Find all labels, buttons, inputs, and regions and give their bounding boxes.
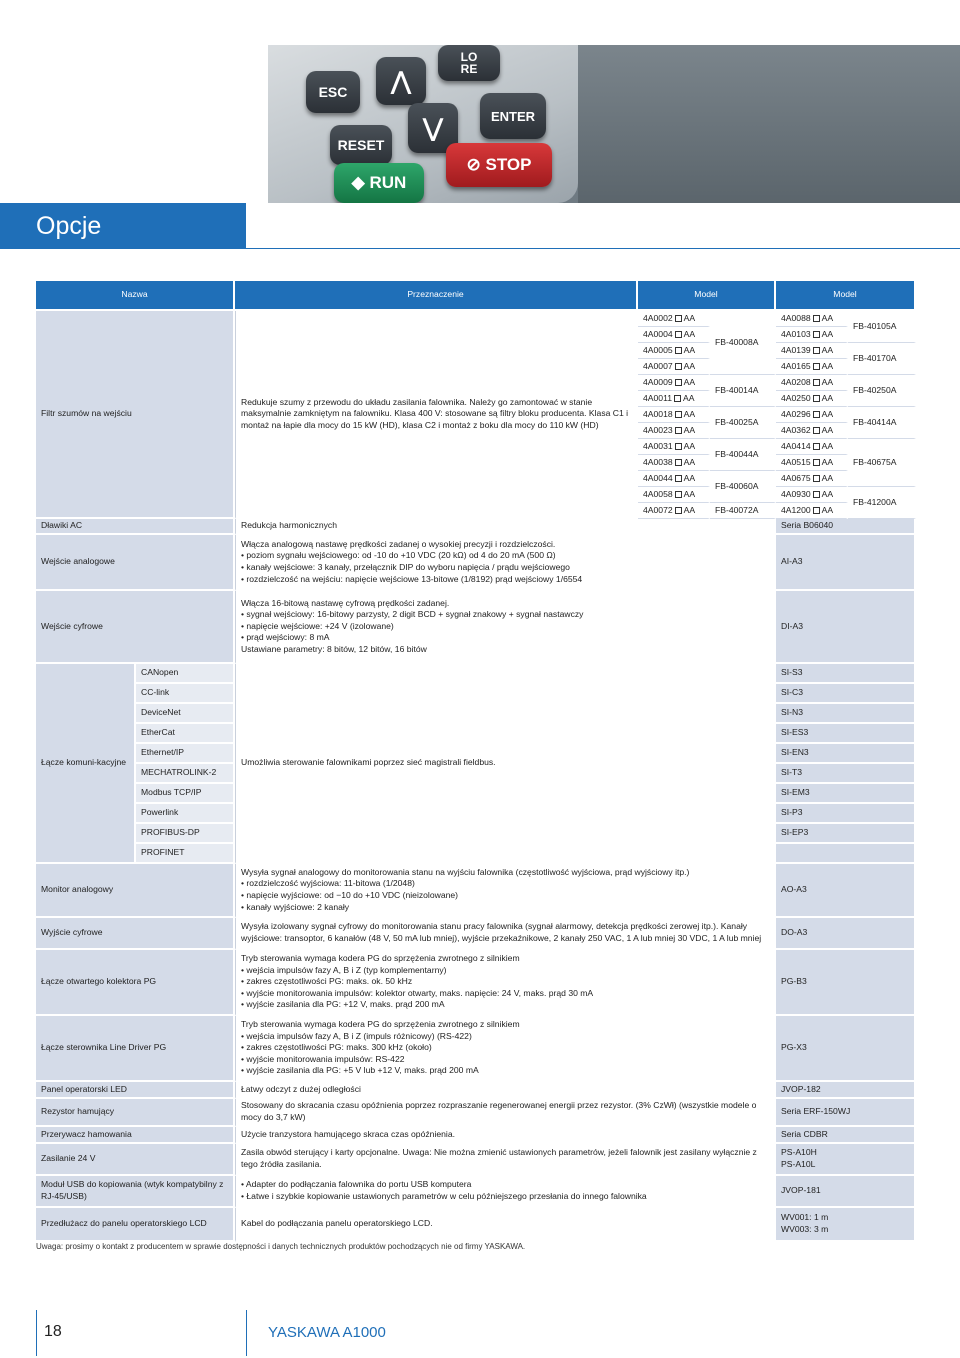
psu-model: PS-A10H PS-A10L: [776, 1144, 916, 1176]
comm-model: [776, 844, 916, 864]
filter-group: FB-40105A: [848, 311, 916, 343]
bullet: • wyjście monitorowania impulsów: RS-422: [241, 1054, 769, 1066]
bullet: • Łatwe i szybkie kopiowanie ustawionych parametrów w celu późniejszego przesłania do innego falownika: [241, 1191, 769, 1203]
bullet: • zakres częstotliwości PG: maks. 300 kHz (około): [241, 1042, 769, 1054]
filter-name: Filtr szumów na wejściu: [36, 311, 235, 519]
comm-item: EtherCat: [136, 724, 235, 744]
filter-group: FB-40008A: [710, 311, 776, 375]
psu-desc: Zasila obwód sterujący i karty opcjonalne. Uwaga: Nie można zmienić ustawionych parametrów, jeżeli falownik jest zasilany wyłącznie z tego źródła zasilania.: [235, 1144, 776, 1176]
brake-desc: Użycie tranzystora hamującego skraca czas opóźnienia.: [235, 1127, 776, 1144]
analog-in-name: Wejście analogowe: [36, 535, 235, 591]
psu-name: Zasilanie 24 V: [36, 1144, 235, 1176]
filter-group: FB-40675A: [848, 439, 916, 487]
filter-model-row: 4A0139 AA: [776, 343, 848, 359]
analog-mon-name: Monitor analogowy: [36, 864, 235, 918]
footer-divider: [36, 1310, 37, 1356]
digital-out-name: Wyjście cyfrowe: [36, 918, 235, 950]
footer-divider: [246, 1310, 247, 1356]
digital-out-model: DO-A3: [776, 918, 916, 950]
filter-model-row: 4A0165 AA: [776, 359, 848, 375]
open-collector-desc: Tryb sterowania wymaga kodera PG do sprzężenia zwrotnego z silnikiem • wejścia impulsów fazy A, B i Z (typ komplementarny) • zakres częstotliwości PG: maks. ok. 50 kHz • wyjście monitorowania impulsów: kolektor otwarty, maks. napięcie: 24 V, maks. prąd 30 mA • wyjście zasilania dla PG: +12 V, maks. prąd 200 mA: [235, 950, 776, 1016]
filter-group: FB-40025A: [710, 407, 776, 439]
bullet: • napięcie wyjściowe: od −10 do +10 VDC (nieizolowane): [241, 890, 769, 902]
filter-group: FB-40170A: [848, 343, 916, 375]
comm-item: Modbus TCP/IP: [136, 784, 235, 804]
led-name: Panel operatorski LED: [36, 1082, 235, 1099]
bullet: • rozdzielczość wyjściowa: 11-bitowa (1/2048): [241, 878, 769, 890]
filter-model-row: 4A0103 AA: [776, 327, 848, 343]
usb-model: JVOP-181: [776, 1176, 916, 1208]
filter-group: FB-40250A: [848, 375, 916, 407]
filter-model-row: 4A0675 AA: [776, 471, 848, 487]
led-desc: Łatwy odczyt z dużej odległości: [235, 1082, 776, 1099]
comm-item: Ethernet/IP: [136, 744, 235, 764]
filter-model-row: 4A0005 AA: [638, 343, 710, 359]
down-arrow-key: ⋁: [408, 103, 458, 153]
comm-name: Łącze komuni-kacyjne: [36, 664, 136, 864]
filter-group: FB-40414A: [848, 407, 916, 439]
enter-key: ENTER: [480, 93, 546, 139]
filter-model-row: 4A0250 AA: [776, 391, 848, 407]
filter-model-row: 4A0414 AA: [776, 439, 848, 455]
footnote: Uwaga: prosimy o kontakt z producentem w sprawie dostępności i danych technicznych produktów pochodzących nie od firmy YASKAWA.: [36, 1242, 526, 1251]
ac-name: Dławiki AC: [36, 519, 235, 535]
comm-item: DeviceNet: [136, 704, 235, 724]
comm-model: SI-EN3: [776, 744, 916, 764]
comm-model: SI-S3: [776, 664, 916, 684]
usb-desc: [235, 1176, 776, 1208]
filter-model-row: 4A0930 AA: [776, 487, 848, 503]
bullet: • prąd wejściowy: 8 mA: [241, 632, 769, 644]
section-title-bar: [0, 203, 246, 249]
comm-item: Powerlink: [136, 804, 235, 824]
comm-model: SI-EM3: [776, 784, 916, 804]
esc-key: ESC: [306, 71, 360, 113]
comm-model: SI-C3: [776, 684, 916, 704]
brake-name: Przerywacz hamowania: [36, 1127, 235, 1144]
lcd-ext-name: Przedłużacz do panelu operatorskiego LCD: [36, 1208, 235, 1242]
bullet: • wejścia impulsów fazy A, B i Z (impuls różnicowy) (RS-422): [241, 1031, 769, 1043]
analog-in-model: AI-A3: [776, 535, 916, 591]
lo-re-key: LO RE: [438, 45, 500, 81]
bullet: • napięcie wejściowe: +24 V (izolowane): [241, 621, 769, 633]
comm-item: MECHATROLINK-2: [136, 764, 235, 784]
reset-key: RESET: [330, 125, 392, 165]
filter-group: FB-40060A: [710, 471, 776, 503]
run-key: ◆ RUN: [334, 163, 424, 203]
filter-model-row: 4A0011 AA: [638, 391, 710, 407]
bullet: • wejścia impulsów fazy A, B i Z (typ komplementarny): [241, 965, 769, 977]
resistor-name: Rezystor hamujący: [36, 1099, 235, 1127]
filter-model-row: 4A0002 AA: [638, 311, 710, 327]
filter-group: FB-40044A: [710, 439, 776, 471]
filter-model-row: 4A1200 AA: [776, 503, 848, 519]
bullet: • poziom sygnału wejściowego: od -10 do +10 VDC (20 kΩ) od 4 do 20 mA (500 Ω): [241, 550, 769, 562]
filter-desc: Redukuje szumy z przewodu do układu zasilania falownika. Należy go zamontować w stanie maksymalnie zamkniętym na falowniku. Klasa 400 V: stosowane są filtry bloku producenta. Klasa C1 i montaż na łapie dla mocy do 15 kW (HD), klasa C2 i montaż z boku dla mocy do 110 kW (HD): [235, 311, 638, 519]
brake-model: Seria CDBR: [776, 1127, 916, 1144]
analog-in-desc: Włącza analogową nastawę prędkości zadanej o wysokiej precyzji i rozdzielczości. • poziom sygnału wejściowego: od -10 do +10 VDC (20 kΩ) od 4 do 20 mA (500 Ω) • kanały wejściowe: 3 kanały, przełącznik DIP do wyboru napięcia / prądu wejściowego • rozdzielczość na wejściu: napięcie wejściowe 13-bitowe (1/8192) prąd wejściowy 1/6554: [235, 535, 776, 591]
filter-model-row: 4A0031 AA: [638, 439, 710, 455]
filter-model-row: 4A0058 AA: [638, 487, 710, 503]
comm-item: CANopen: [136, 664, 235, 684]
filter-group: FB-40072A: [710, 503, 776, 519]
filter-model-row: 4A0004 AA: [638, 327, 710, 343]
comm-model: SI-P3: [776, 804, 916, 824]
open-collector-name: Łącze otwartego kolektora PG: [36, 950, 235, 1016]
page-number: 18: [44, 1323, 62, 1340]
filter-model-row: 4A0044 AA: [638, 471, 710, 487]
filter-model-row: 4A0018 AA: [638, 407, 710, 423]
comm-model: SI-ES3: [776, 724, 916, 744]
comm-item: CC-link: [136, 684, 235, 704]
filter-model-row: 4A0208 AA: [776, 375, 848, 391]
filter-model-row: 4A0088 AA: [776, 311, 848, 327]
header-name: Nazwa: [36, 281, 235, 311]
up-arrow-key: ⋀: [376, 57, 426, 105]
comm-desc: Umożliwia sterowanie falownikami poprzez sieć magistrali fieldbus.: [235, 664, 776, 864]
usb-name: Moduł USB do kopiowania (wtyk kompatybilny z RJ-45/USB): [36, 1176, 235, 1208]
filter-model-row: 4A0362 AA: [776, 423, 848, 439]
stop-key: ⊘ STOP: [446, 143, 552, 187]
photo-background: [578, 45, 960, 203]
comm-model: SI-T3: [776, 764, 916, 784]
bullet: • Adapter do podłączania falownika do portu USB komputera: [241, 1179, 769, 1191]
bullet: • kanały wyjściowe: 2 kanały: [241, 902, 769, 914]
brand-name: YASKAWA A1000: [268, 1324, 386, 1341]
line-driver-desc: Tryb sterowania wymaga kodera PG do sprzężenia zwrotnego z silnikiem • wejścia impulsów fazy A, B i Z (impuls różnicowy) (RS-422) • zakres częstotliwości PG: maks. 300 kHz (około) • wyjście monitorowania impulsów: RS-422 • wyjście zasilania dla PG: +5 V lub +12 V, maks. prąd 200 mA: [235, 1016, 776, 1082]
digital-in-model: DI-A3: [776, 591, 916, 664]
bullet: • wyjście monitorowania impulsów: kolektor otwarty, maks. napięcie: 24 V, maks. prąd 30 mA: [241, 988, 769, 1000]
filter-model-row: 4A0009 AA: [638, 375, 710, 391]
filter-model-row: 4A0072 AA: [638, 503, 710, 519]
title-divider: [0, 248, 960, 249]
comm-item: PROFINET: [136, 844, 235, 864]
ac-desc: Redukcja harmonicznych: [235, 519, 776, 535]
filter-group: FB-41200A: [848, 487, 916, 519]
lcd-ext-model: WV001: 1 m WV003: 3 m: [776, 1208, 916, 1242]
filter-model-row: 4A0296 AA: [776, 407, 848, 423]
bullet: • zakres częstotliwości PG: maks. ok. 50 kHz: [241, 976, 769, 988]
bullet: • rozdzielczość na wejściu: napięcie wejściowe 13-bitowe (1/8192) prąd wejściowy 1/6554: [241, 574, 769, 586]
ac-model: Seria B06040: [776, 519, 916, 535]
comm-model: SI-N3: [776, 704, 916, 724]
resistor-desc: Stosowany do skracania czasu opóźnienia poprzez rozpraszanie regenerowanej energii przez rezystor. (3% CzWł) (wszystkie modele o mocy do 3,7 kW): [235, 1099, 776, 1127]
led-model: JVOP-182: [776, 1082, 916, 1099]
comm-model: SI-EP3: [776, 824, 916, 844]
digital-out-desc: Wysyła izolowany sygnał cyfrowy do monitorowania stanu pracy falownika (sygnał alarmowy, detekcja prędkości zerowej itp.). Kanały wyjściowe: transoptor, 6 kanałów (48 V, 50 mA lub mniej), wyjście przekaźnikowe, 2 kanały 250 VAC, 1 A lub mniej 30 VDC, 1 A lub mniej: [235, 918, 776, 950]
bullet: • wyjście zasilania dla PG: +12 V, maks. prąd 200 mA: [241, 999, 769, 1011]
line-driver-model: PG-X3: [776, 1016, 916, 1082]
filter-model-row: 4A0007 AA: [638, 359, 710, 375]
bullet: • sygnał wejściowy: 16-bitowy parzysty, 2 digit BCD + sygnał znakowy + sygnał nastawczy: [241, 609, 769, 621]
keypad-photo: [268, 45, 960, 203]
options-table: [36, 281, 916, 1242]
bullet: • kanały wejściowe: 3 kanały, przełącznik DIP do wyboru napięcia / prądu wejściowego: [241, 562, 769, 574]
filter-model-row: 4A0515 AA: [776, 455, 848, 471]
open-collector-model: PG-B3: [776, 950, 916, 1016]
header-model-1: Model: [638, 281, 776, 311]
comm-item: PROFIBUS-DP: [136, 824, 235, 844]
analog-mon-model: AO-A3: [776, 864, 916, 918]
digital-in-desc: Włącza 16-bitową nastawę cyfrową prędkości zadanej. • sygnał wejściowy: 16-bitowy parzysty, 2 digit BCD + sygnał znakowy + sygnał nastawczy • napięcie wejściowe: +24 V (izolowane) • prąd wejściowy: 8 mA Ustawiane parametry: 8 bitów, 12 bitów, 16 bitów: [235, 591, 776, 664]
header-purpose: Przeznaczenie: [235, 281, 638, 311]
analog-mon-desc: Wysyła sygnał analogowy do monitorowania stanu na wyjściu falownika (częstotliwość wyjściowa, prąd wyjściowy itp.) • rozdzielczość wyjściowa: 11-bitowa (1/2048) • napięcie wyjściowe: od −10 do +10 VDC (nieizolowane) • kanały wyjściowe: 2 kanały: [235, 864, 776, 918]
lcd-ext-desc: Kabel do podłączania panelu operatorskiego LCD.: [235, 1208, 776, 1242]
section-title: Opcje: [36, 212, 102, 240]
filter-group: FB-40014A: [710, 375, 776, 407]
resistor-model: Seria ERF-150WJ: [776, 1099, 916, 1127]
filter-model-row: 4A0023 AA: [638, 423, 710, 439]
header-model-2: Model: [776, 281, 916, 311]
filter-model-row: 4A0038 AA: [638, 455, 710, 471]
bullet: • wyjście zasilania dla PG: +5 V lub +12 V, maks. prąd 200 mA: [241, 1065, 769, 1077]
line-driver-name: Łącze sterownika Line Driver PG: [36, 1016, 235, 1082]
digital-in-name: Wejście cyfrowe: [36, 591, 235, 664]
